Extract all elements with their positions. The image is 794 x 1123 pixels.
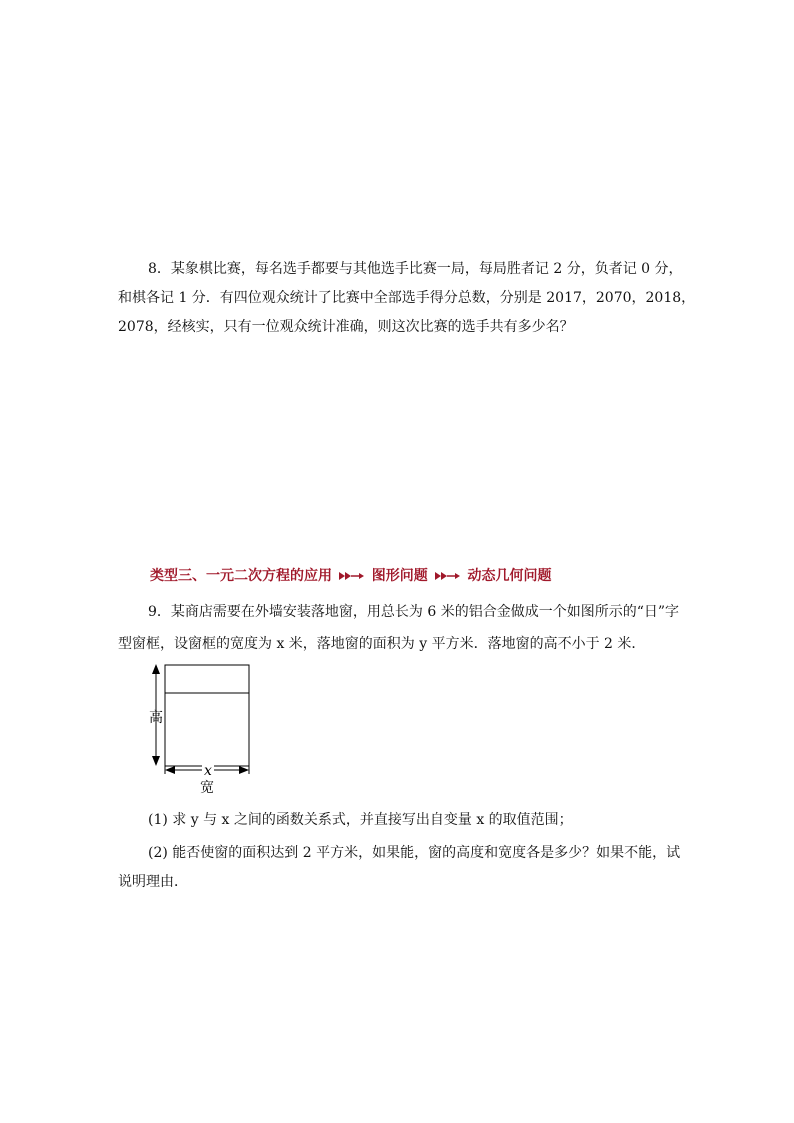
question-1: (1) 求 y 与 x 之间的函数关系式，并直接写出自变量 x 的取值范围； bbox=[148, 812, 573, 828]
problem8-line2: 和棋各记 1 分．有四位观众统计了比赛中全部选手得分总数，分别是 2017，2070，2018， bbox=[118, 290, 696, 306]
double-arrow-icon bbox=[339, 571, 365, 581]
section-subtitle-1: 图形问题 bbox=[371, 568, 428, 584]
problem8-line3: 2078，经核实，只有一位观众统计准确，则这次比赛的选手共有多少名？ bbox=[118, 319, 574, 335]
problem9-line2: 型窗框，设窗框的宽度为 x 米，落地窗的面积为 y 平方米．落地窗的高不小于 2 米． bbox=[118, 636, 646, 652]
question-2-line2: 说明理由． bbox=[118, 874, 188, 890]
double-arrow-icon bbox=[435, 571, 461, 581]
problem9-line1: 9．某商店需要在外墙安装落地窗，用总长为 6 米的铝合金做成一个如图所示的“日”字 bbox=[148, 604, 680, 620]
window-frame-figure bbox=[140, 660, 270, 800]
height-label: 高 bbox=[149, 710, 163, 726]
width-label: 宽 bbox=[200, 780, 214, 796]
section-subtitle-2: 动态几何问题 bbox=[467, 568, 552, 584]
problem8-line1: 8．某象棋比赛，每名选手都要与其他选手比赛一局，每局胜者记 2 分，负者记 0 分， bbox=[148, 261, 683, 277]
question-2-line1: (2) 能否使窗的面积达到 2 平方米，如果能，窗的高度和宽度各是多少？如果不能，试 bbox=[148, 845, 681, 861]
width-var-label: x bbox=[204, 763, 212, 779]
section-heading bbox=[150, 565, 552, 585]
section-title: 类型三、一元二次方程的应用 bbox=[150, 568, 332, 584]
